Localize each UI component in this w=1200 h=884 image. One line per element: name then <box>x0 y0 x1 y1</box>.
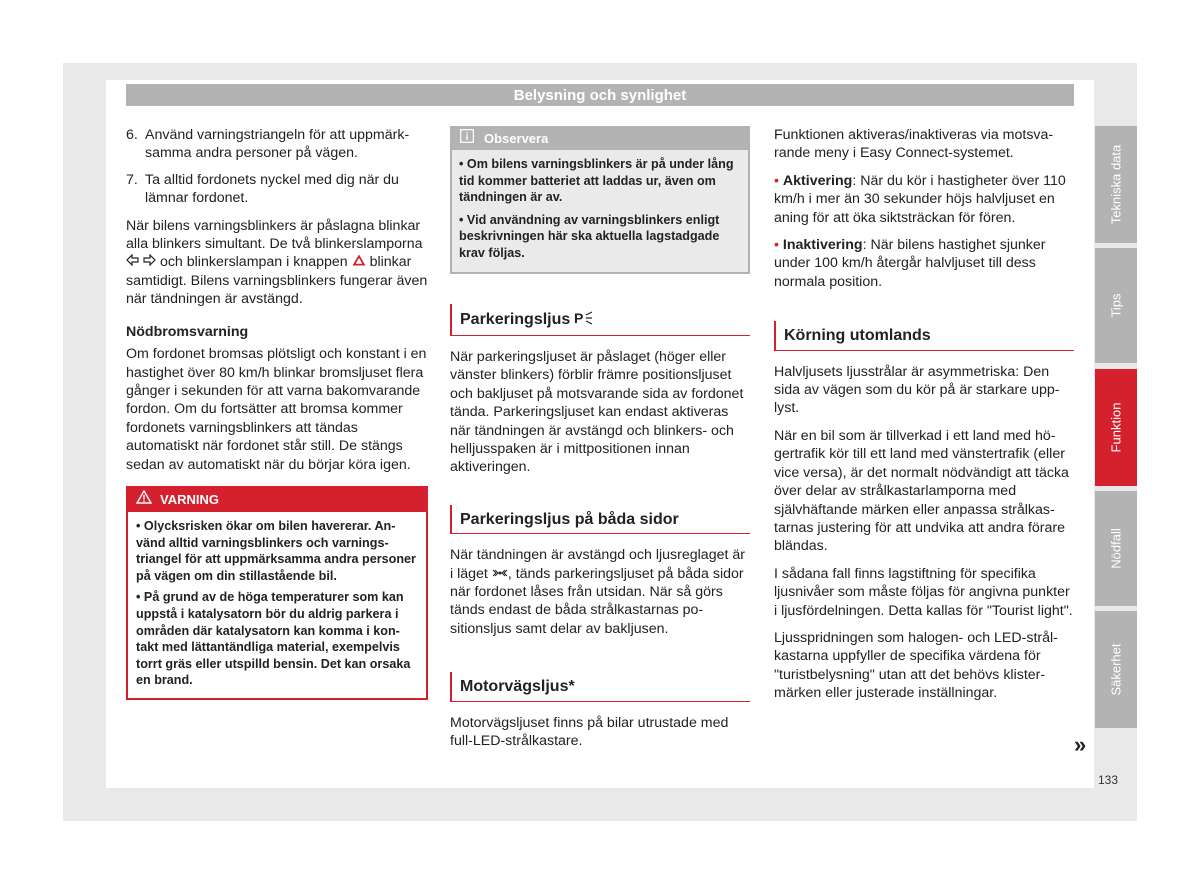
paragraph-text: När bilens varningsblinkers är påslagna blinkar alla blinkers simultant. De två blinkerslamporna <box>126 217 423 253</box>
list-text: Ta alltid fordonets nyckel med dig när du lämnar fordonet. <box>145 171 399 207</box>
paragraph-abroad-4: Ljusspridningen som halogen- och LED-strålkastarna uppfyller de specifika värdena för "turistbelysning" utan att det behövs klistermärken eller justerade inställningar. <box>774 629 1058 702</box>
bullet-activation <box>774 172 1074 227</box>
warning-item: • Olycksrisken ökar om bilen havererar. Använd alltid varningsblinkers och varningstriangel för att uppmärksamma andra personer på vägen om din stillastående bil. <box>136 518 416 583</box>
warning-triangle-icon <box>136 488 152 512</box>
paragraph-text: När tändningen är avstängd och ljusreglaget är i läget <box>450 547 745 582</box>
heading-text: Motorvägsljus* <box>460 678 575 696</box>
paragraph-abroad-3: I sådana fall finns lagstiftning för specifika ljusnivåer som måste följas för angivna punkter i ljusfördelningen. Detta kallas för "Tourist light". <box>774 565 1073 619</box>
list-text: Använd varningstriangeln för att uppmärksamma andra personer på vägen. <box>145 127 410 162</box>
heading-parking-both-sides <box>450 505 750 534</box>
bullet-marker: • <box>774 172 779 189</box>
parking-light-icon <box>574 310 594 331</box>
tab-label: Säkerhet <box>1108 643 1124 696</box>
observe-header <box>452 128 748 150</box>
continue-marker: » <box>1074 732 1087 757</box>
list-item <box>126 171 428 208</box>
numbered-list <box>126 126 428 208</box>
tab-label: Funktion <box>1108 402 1124 453</box>
tab-label: Nödfall <box>1108 528 1124 569</box>
tab-technical-data[interactable] <box>1095 126 1137 243</box>
column-right <box>774 126 1074 712</box>
warning-body <box>128 512 426 698</box>
paragraph-parking-both-sides <box>450 546 750 638</box>
svg-text:P: P <box>574 309 584 326</box>
paragraph-text: och blinkerslampan i knappen <box>159 254 348 271</box>
page-number: 133 <box>1098 773 1119 787</box>
paragraph-abroad-2: När en bil som är tillverkad i ett land med högertrafik kör till ett land med vänstertrafik (eller vice versa), är det normalt nödvändigt att täcka över delar av strålkastarlamporna med självhäftande märken eller anpassa strålkastarnas justering för att undvika att andra förare bländas. <box>774 427 1069 555</box>
heading-motorway-light <box>450 672 750 701</box>
observe-body <box>452 150 748 272</box>
tab-label: Tips <box>1108 293 1124 318</box>
warning-header <box>128 488 426 512</box>
tab-emergency[interactable] <box>1095 491 1137 606</box>
bullet-label: Aktivering <box>782 172 853 189</box>
tab-tips[interactable] <box>1095 248 1137 363</box>
tab-label: Tekniska data <box>1108 144 1124 225</box>
observe-item-text: Om bilens varningsblinkers är på under lång tid kommer batteriet att laddas ur, även om tändningen är av. <box>459 157 734 205</box>
tab-safety[interactable] <box>1095 611 1137 728</box>
list-number: 6. <box>126 127 138 143</box>
column-left <box>126 126 428 700</box>
heading-parking-light <box>450 304 750 336</box>
subheading-emergency-brake: Nödbromsvarning <box>126 323 249 340</box>
section-header: Belysning och synlighet <box>126 84 1074 106</box>
hazard-triangle-icon <box>352 253 366 271</box>
warning-title: VARNING <box>160 491 219 507</box>
paragraph-hazard-lights <box>126 217 428 309</box>
paragraph-motorway-light: Motorvägsljuset finns på bilar utrustade med full-LED-strålkastare. <box>450 714 729 750</box>
bullet-marker: • <box>774 237 779 254</box>
turn-signal-arrows-icon <box>126 253 156 271</box>
observe-title: Observera <box>484 131 549 146</box>
position-light-icon <box>492 565 508 583</box>
heading-text: Körning utomlands <box>784 327 931 345</box>
paragraph-intro: Funktionen aktiveras/inaktiveras via motsvarande meny i Easy Connect-systemet. <box>774 127 1054 162</box>
list-number: 7. <box>126 171 138 188</box>
info-icon <box>460 128 474 150</box>
list-item <box>126 126 428 163</box>
heading-text: Parkeringsljus <box>460 311 571 329</box>
paragraph-abroad-1: Halvljusets ljusstrålar är asymmetriska: Den sida av vägen som du kör på är starkare upplyst. <box>774 363 1060 417</box>
warning-box <box>126 486 428 700</box>
warning-item: • På grund av de höga temperaturer som kan uppstå i katalysatorn bör du aldrig parkera i områden där katalysatorn kan komma i kontakt med lättantändliga material, exempelvis torrt gräs eller utspilld bensin. Det kan orsaka en brand. <box>136 590 411 688</box>
paragraph-text: blinkar samtidigt. Bilens varningsblinkers fungerar även när tändningen är avstängd. <box>126 254 428 308</box>
observe-item-text: Vid användning av varningsblinkers enligt beskrivningen här ska aktuella lagstadgade krav följas. <box>459 212 720 260</box>
warning-item-text: På grund av de höga temperaturer som kan uppstå i katalysatorn bör du aldrig parkera i områden där katalysatorn kan komma i kontakt med lättantändliga material, exempelvis torrt gräs eller utspilld bensin. Det kan orsaka en brand. <box>136 590 411 688</box>
heading-text: Parkeringsljus på båda sidor <box>460 510 679 528</box>
observe-item: • Om bilens varningsblinkers är på under lång tid kommer batteriet att laddas ur, även om tändningen är av. <box>459 157 734 205</box>
observe-box <box>450 126 750 274</box>
bullet-text: : När bilens hastighet sjunker under 100 km/h återgår halvljuset till dess normala position. <box>774 237 1046 290</box>
bullet-deactivation <box>774 236 1074 291</box>
warning-item-text: Olycksrisken ökar om bilen havererar. Använd alltid varningsblinkers och varningstriangel för att uppmärksamma andra personer på vägen om din stillastående bil. <box>136 518 416 583</box>
observe-item: • Vid användning av varningsblinkers enligt beskrivningen här ska aktuella lagstadgade krav följas. <box>459 212 720 260</box>
bullet-text: : När du kör i hastigheter över 110 km/h i mer än 30 sekunder höjs halvljuset en aning för att öka siktsträckan för fören. <box>774 172 1066 226</box>
column-middle <box>450 126 750 760</box>
paragraph-text: , tänds parkeringsljuset på båda sidor när fordonet låses från utsidan. När så görs tänds endast de båda strålkastarnas positionsljus samt delar av bakljusen. <box>450 565 744 637</box>
heading-driving-abroad <box>774 321 1074 350</box>
paragraph-emergency-brake: Om fordonet bromsas plötsligt och konstant i en hastighet över 80 km/h blinkar bromsljuset flera gånger i sekunden för att varna bakomvarande fordon. Om du fortsätter att bromsa kommer fordonets varningsblinkers att tändas automatiskt när fordonet står still. De stängs sedan av automatiskt när du börjar köra igen. <box>126 346 427 473</box>
tab-function[interactable] <box>1095 369 1137 486</box>
bullet-label: Inaktivering <box>782 237 863 254</box>
paragraph-parking-light: När parkeringsljuset är påslaget (höger eller vänster blinkers) förblir främre positionsljuset och bakljuset på motsvarande sida av fordonet tända. Parkeringsljuset kan endast aktiveras när tändningen är avstängd och blinkers- och helljusspaken är i mittpositionen innan aktiveringen. <box>450 348 744 476</box>
